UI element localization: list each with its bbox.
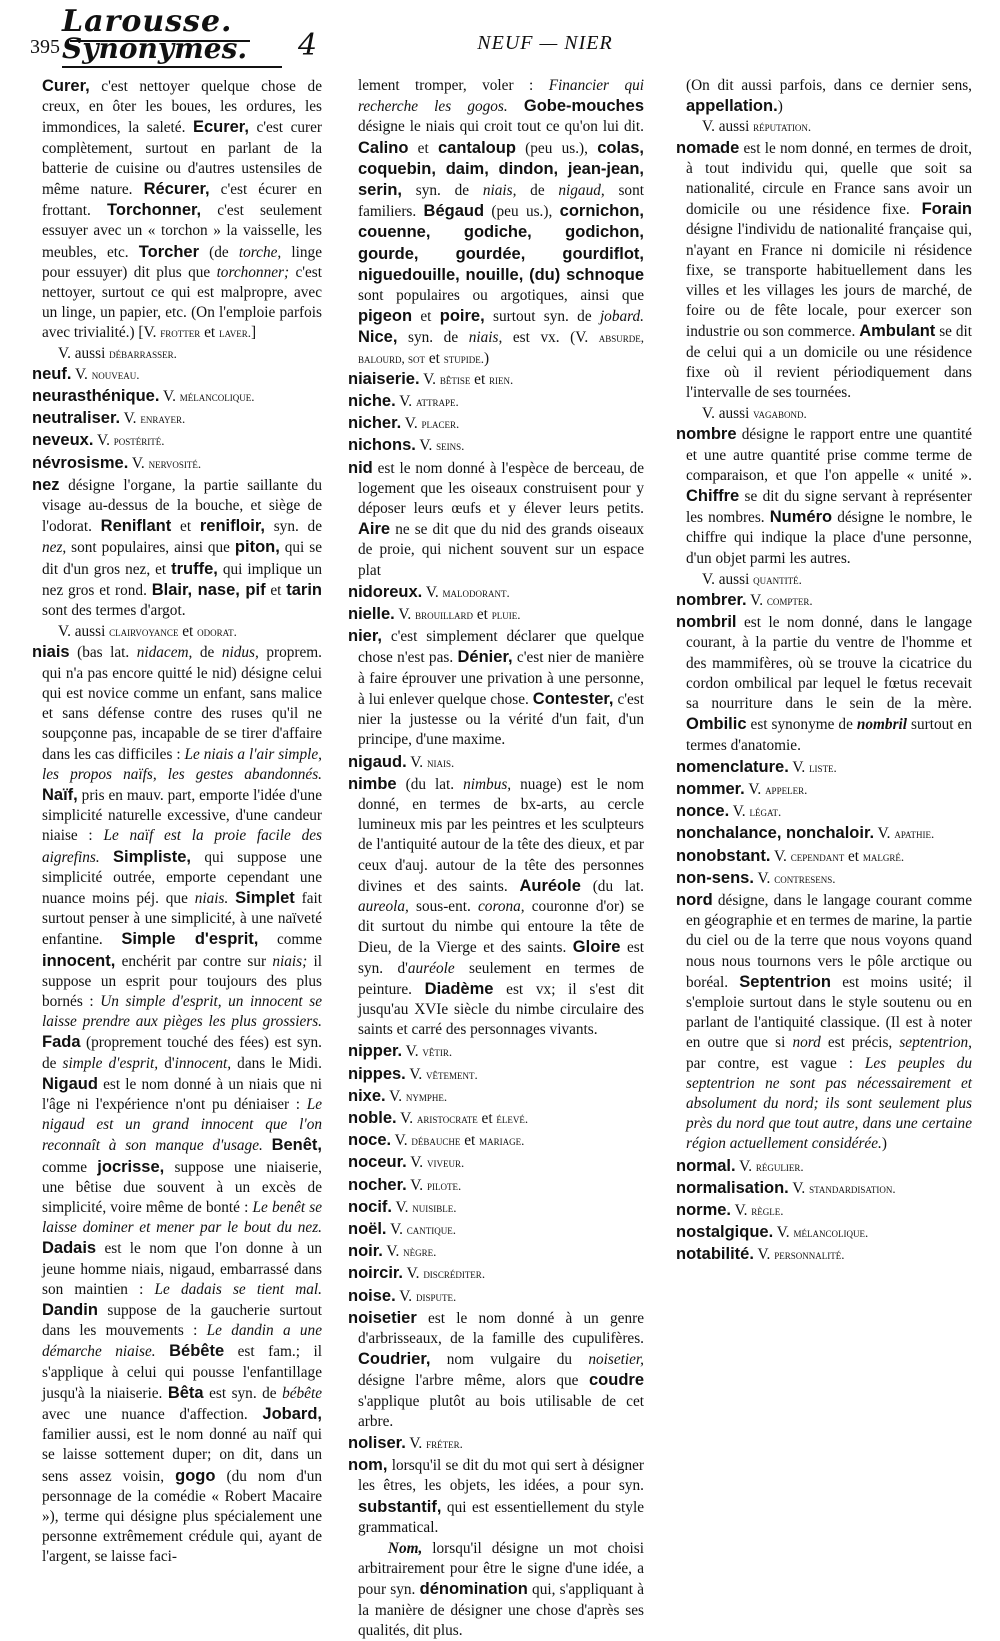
- dictionary-entry: neutraliser. V. enrayer.: [32, 409, 186, 428]
- dictionary-entry: nidoreux. V. malodorant.: [348, 582, 510, 601]
- dictionary-entry: nom, lorsqu'il se dit du mot qui sert à désigner les êtres, les objets, les idées, a pour syn. substantif, qui est essentiellement du style grammatical.: [348, 1456, 644, 1536]
- dictionary-entry: nord désigne, dans le langage courant comme en géographie et en termes de marine, la partie du ciel ou de la terre que nous voyons quand nous nous tournons vers le pôle arctique ou boréal. Septentrion est moins usité; il s'emploie surtout dans le style soutenu ou en parlant de l'antiquité classique. (Il est à noter en outre que si nord est précis, septentrion, par contre, est vague : Les peuples du septentrion ne sont pas nécessairement et absolument du nord; ils sont seulement plus près du nord que tout autre, dans une certaine région actuellement considérée.): [676, 890, 972, 1153]
- dictionary-entry: noël. V. cantique.: [348, 1219, 457, 1238]
- dictionary-entry: noircir. V. discréditer.: [348, 1264, 486, 1283]
- dictionary-entry: nier, c'est simplement déclarer que quelque chose n'est pas. Dénier, c'est nier de manière à faire éprouver une privation à une personne, à lui enlever quelque chose. Contester, c'est nier la justesse ou la vérité d'un fait, d'un principe, d'une maxime.: [348, 627, 644, 749]
- dictionary-entry: névrosisme. V. nervosité.: [32, 453, 202, 472]
- handwritten-larousse: Larousse.: [62, 4, 233, 39]
- dictionary-entry: nonobstant. V. cependant et malgré.: [676, 846, 905, 865]
- running-head: NEUF — NIER: [477, 32, 613, 54]
- dictionary-entry: nixe. V. nymphe.: [348, 1086, 448, 1105]
- dictionary-entry: nez désigne l'organe, la partie saillante du visage au-dessus de la bouche, et siège de l'odorat. Reniflant et renifloir, syn. de nez, sont populaires, ainsi que piton, qui se dit d'un gros nez, et truffe, qui implique un nez gros et rond. Blair, nase, pif et tarin sont des termes d'argot.: [32, 475, 323, 620]
- dictionary-entry: (On dit aussi parfois, dans ce dernier sens, appellation.): [686, 77, 972, 116]
- dictionary-entry: nichons. V. seins.: [348, 436, 465, 455]
- dictionary-entry: non-sens. V. contresens.: [676, 868, 836, 887]
- dictionary-entry: neuf. V. nouveau.: [32, 364, 140, 383]
- dictionary-entry: Nom, lorsqu'il désigne un mot choisi arbitrairement pour être le signe d'une idée, a pour syn. dénomination qui, s'appliquant à la manière de désigner une chose d'après ses qualités, dit plus.: [358, 1540, 644, 1639]
- dictionary-entry: nocif. V. nuisible.: [348, 1197, 457, 1216]
- column-2: [348, 76, 644, 1641]
- cross-reference: V. aussi réputation.: [702, 118, 812, 136]
- dictionary-entry: norme. V. règle.: [676, 1200, 784, 1219]
- handwritten-underline: [62, 66, 282, 68]
- dictionary-entry: nonchalance, nonchaloir. V. apathie.: [676, 824, 935, 843]
- dictionary-entry: nicher. V. placer.: [348, 414, 460, 433]
- dictionary-entry: nomenclature. V. liste.: [676, 757, 837, 776]
- dictionary-entry: nombrer. V. compter.: [676, 591, 813, 610]
- dictionary-entry: nielle. V. brouillard et pluie.: [348, 605, 521, 624]
- dictionary-entry: nigaud. V. niais.: [348, 752, 455, 771]
- dictionary-entry: niais (bas lat. nidacem, de nidus, proprem. qui n'a pas encore quitté le nid) désigne celui qui est novice comme un enfant, sans malice et sans défense contre des ruses qu'il ne soupçonne pas, incapable de se tirer d'affaire dans les cas difficiles : Le niais a l'air simple, les propos naïfs, les gestes abandonnés. Naïf, pris en mauv. part, emporte l'idée d'une simplicité naturelle excessive, d'une candeur niaise : Le naïf est la proie facile des aigrefins. Simpliste, qui suppose une simplicité outrée, emporte cependant une nuance moins péj. que niais. Simplet fait surtout penser à une simplicité, à une naïveté enfantine. Simple d'esprit, comme innocent, enchérit par contre sur niais; il suppose un esprit pour toujours des plus bornés : Un simple d'esprit, un innocent se laisse prendre aux pièges les plus grossiers. Fada (proprement touché des fées) est syn. de simple d'esprit, d'innocent, dans le Midi. Nigaud est le nom donné à un niais que ni l'âge ni l'expérience n'ont pu déniaiser : Le nigaud est un grand innocent que l'on reconnaît à son manque d'usage. Benêt, comme jocrisse, suppose une niaiserie, une bêtise due souvent à un excès de simplicité, voire même de bonté : Le benêt se laisse dominer et mener par le bout du nez. Dadais est le nom que l'on donne à un jeune homme niais, nigaud, embarrassé dans son maintien : Le dadais se tient mal. Dandin suppose de la gaucherie surtout dans les mouvements : Le dandin a une démarche niaise. Bébête est fam.; il s'applique à celui qui pousse l'enfantillage jusqu'à la niaiserie. Bêta est syn. de bébête avec une nuance d'affection. Jobard, familier aussi, est le nom donné au naïf qui se laisse sottement duper; on dit, dans un sens assez voisin, gogo (du nom d'un personnage de la comédie « Robert Macaire »), terme qui désigne plus spécialement une personne extrêmement crédule qui, ayant de l'argent, se laisse faci-: [32, 643, 323, 1566]
- dictionary-entry: Curer, c'est nettoyer quelque chose de creux, en ôter les boues, les ordures, les immondices, la saleté. Ecurer, c'est curer complètement, surtout en parlant de la batterie de cuisine ou d'autres ustensiles de même nature. Récurer, c'est écurer en frottant. Torchonner, c'est seulement essuyer avec un « torchon » la vaisselle, les meubles, etc. Torcher (de torche, linge pour essuyer) dit plus que torchonner; c'est nettoyer, surtout ce qui est malpropre, avec un linge, un papier, etc. (On l'emploie parfois avec trivialité.) [V. frotter et laver.]: [42, 77, 322, 342]
- dictionary-entry: niche. V. attrape.: [348, 392, 459, 411]
- dictionary-entry: nocher. V. pilote.: [348, 1175, 462, 1194]
- cross-reference: V. aussi vagabond.: [702, 405, 807, 423]
- dictionary-entry: nipper. V. vêtir.: [348, 1042, 453, 1061]
- handwritten-synonymes: Synonymes.: [62, 32, 248, 65]
- dictionary-entry: nid est le nom donné à l'espèce de berceau, de logement que les oiseaux construisent pour y déposer leurs œufs et y élever leurs petits. Aire ne se dit que du nid des grands oiseaux de proie, qui nichent souvent sur un espace plat: [348, 458, 644, 579]
- dictionary-entry: noise. V. dispute.: [348, 1286, 457, 1305]
- dictionary-entry: noir. V. nègre.: [348, 1242, 437, 1261]
- dictionary-entry: noisetier est le nom donné à un genre d'arbrisseaux, de la famille des cupulifères. Coudrier, nom vulgaire du noisetier, désigne l'arbre même, alors que coudre s'applique plutôt au bois utilisable de cet arbre.: [348, 1308, 644, 1430]
- handwritten-number: 4: [298, 28, 318, 63]
- cross-reference: V. aussi quantité.: [702, 570, 802, 588]
- dictionary-entry: nomade est le nom donné, en termes de droit, à tout individu qui, quelle que soit sa nationalité, circule en France sans avoir un domicile ou une résidence fixe. Forain désigne l'individu de nationalité française qui, n'ayant en France ni domicile ni résidence fixe, se transporte habituellement dans les villes et les villages les jours de marché, de foire ou de fête locale, pour exercer son industrie ou son commerce. Ambulant se dit de celui qui a un domicile ou une résidence fixe où il revient périodiquement dans l'intervalle de ses tournées.: [676, 138, 972, 402]
- page-number: 395: [30, 36, 60, 58]
- dictionary-entry: lement tromper, voler : Financier qui recherche les gogos. Gobe-mouches désigne le niais qui croit tout ce qu'on lui dit. Calino et cantaloup (peu us.), colas, coquebin, daim, dindon, jean-jean, serin, syn. de niais, de nigaud, sont familiers. Bégaud (peu us.), cornichon, couenne, godiche, godichon, gourde, gourdée, gourdiflot, niguedouille, nouille, (du) schnoque sont populaires ou argotiques, ainsi que pigeon et poire, surtout syn. de jobard. Nice, syn. de niais, est vx. (V. absurde, balourd, sot et stupide.): [358, 77, 644, 367]
- cross-reference: V. aussi débarrasser.: [58, 344, 177, 362]
- dictionary-entry: nimbe (du lat. nimbus, nuage) est le nom donné, en termes de bx-arts, au cercle lumineux mis par les peintres et les sculpteurs de l'antiquité autour de la tête des dieux, et par ceux d'auj. autour de la tête des personnes divines et des saints. Auréole (du lat. aureola, sous-ent. corona, couronne d'or) se dit surtout du nimbe qui entoure la tête de Dieu, de la Vierge et des saints. Gloire est syn. d'auréole seulement en termes de peinture. Diadème est vx; il s'est dit jusqu'au XVIe siècle du nimbe circulaire des saints et carré des personnages vivants.: [348, 774, 644, 1039]
- column-3: [676, 76, 972, 1267]
- dictionary-entry: noceur. V. viveur.: [348, 1153, 465, 1172]
- dictionary-entry: nonce. V. légat.: [676, 802, 782, 821]
- dictionary-entry: nombre désigne le rapport entre une quantité et une autre quantité prise comme terme de comparaison, et que l'on appelle « unité ». Chiffre se dit du signe servant à représenter les nombres. Numéro désigne le nombre, le chiffre qui indique la place d'une personne, d'un objet parmi les autres.: [676, 425, 972, 567]
- dictionary-entry: noble. V. aristocrate et élevé.: [348, 1108, 529, 1127]
- dictionary-entry: noliser. V. fréter.: [348, 1434, 463, 1452]
- dictionary-entry: noce. V. débauche et mariage.: [348, 1131, 525, 1150]
- dictionary-entry: nostalgique. V. mélancolique.: [676, 1223, 869, 1242]
- dictionary-entry: niaiserie. V. bêtise et rien.: [348, 369, 514, 388]
- dictionary-entry: nommer. V. appeler.: [676, 779, 808, 798]
- dictionary-entry: normalisation. V. standardisation.: [676, 1178, 896, 1197]
- dictionary-entry: neurasthénique. V. mélancolique.: [32, 387, 255, 406]
- dictionary-entry: nombril est le nom donné, dans le langage courant, à la partie du ventre de l'homme et des mammifères, où se trouve la cicatrice du cordon ombilical par lequel le fœtus recevait sa nourriture dans le sein de la mère. Ombilic est synonyme de nombril surtout en termes d'anatomie.: [676, 613, 972, 754]
- cross-reference: V. aussi clairvoyance et odorat.: [58, 623, 237, 641]
- dictionary-entry: nippes. V. vêtement.: [348, 1064, 478, 1083]
- dictionary-entry: neveux. V. postérité.: [32, 431, 165, 450]
- column-1: [32, 76, 322, 1569]
- dictionary-entry: notabilité. V. personnalité.: [676, 1245, 845, 1264]
- dictionary-entry: normal. V. régulier.: [676, 1156, 804, 1175]
